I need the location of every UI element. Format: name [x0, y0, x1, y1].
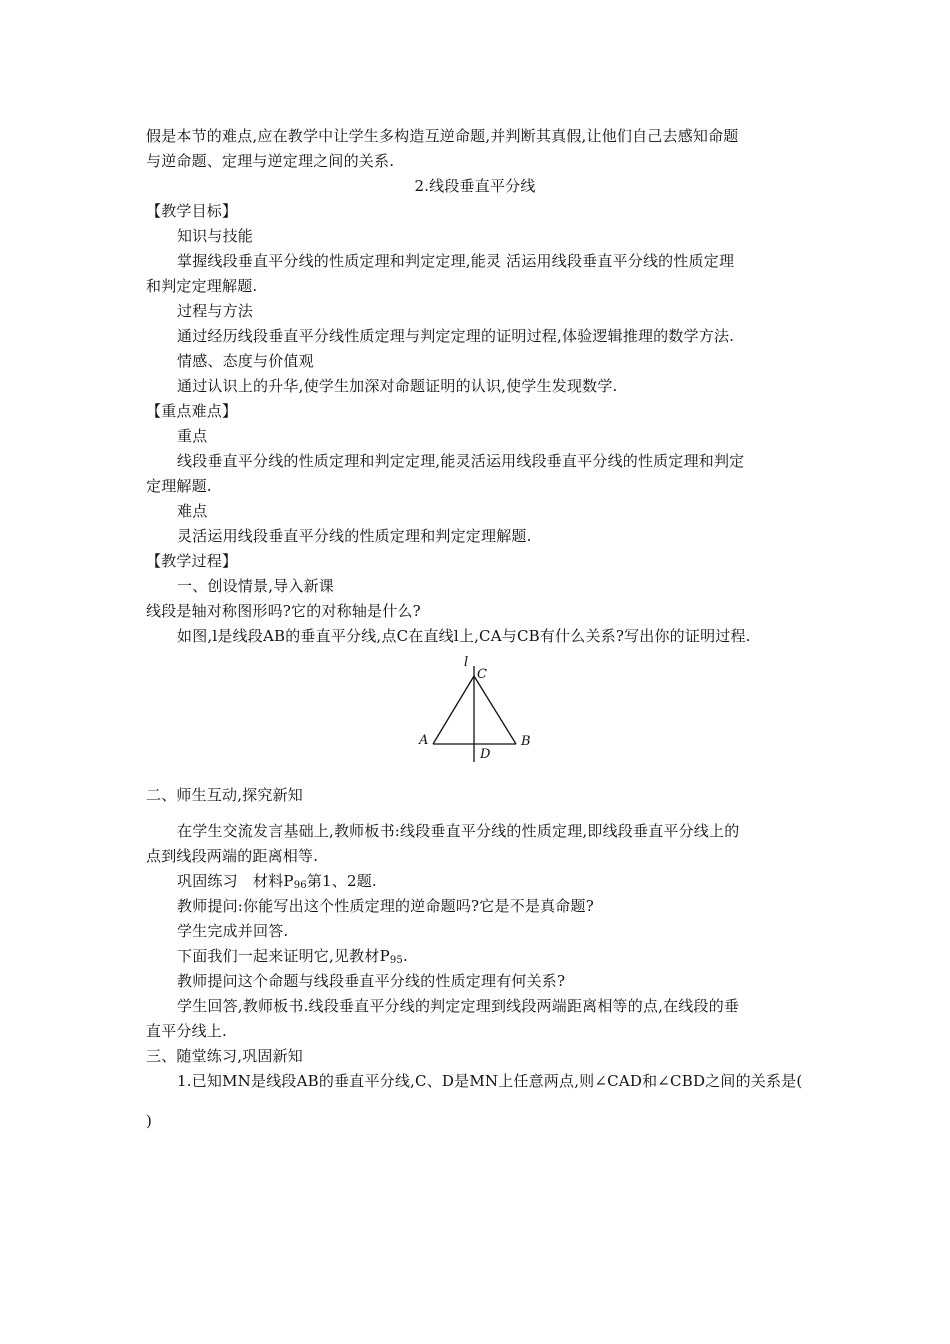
step-1-heading: 一、创设情景,导入新课	[177, 577, 334, 595]
process-text: 通过经历线段垂直平分线性质定理与判定定理的证明过程,体验逻辑推理的数学方法.	[177, 327, 735, 345]
label-l: l	[464, 655, 469, 670]
proof-line	[177, 946, 408, 971]
key-label: 重点	[177, 427, 208, 445]
process-heading: 【教学过程】	[146, 552, 238, 570]
intro-line-1: 假是本节的难点,应在教学中让学生多构造互逆命题,并判断其真假,让他们自己去感知命题	[146, 127, 739, 145]
proof-prefix: 下面我们一起来证明它,见教材P	[177, 947, 390, 965]
label-a: A	[419, 733, 429, 748]
goals-heading: 【教学目标】	[146, 202, 238, 220]
knowledge-text-1: 掌握线段垂直平分线的性质定理和判定定理,能灵 活运用线段垂直平分线的性质定理	[177, 252, 735, 270]
exercise-suffix: 第1、2题.	[306, 872, 377, 890]
teacher-question-2: 教师提问这个命题与线段垂直平分线的性质定理有何关系?	[177, 972, 566, 990]
exercise-1-line-2: )	[146, 1112, 153, 1130]
section-title: 2.线段垂直平分线	[414, 177, 536, 195]
part-3-heading: 三、随堂练习,巩固新知	[146, 1047, 303, 1065]
student-answer-2-line-2: 直平分线上.	[146, 1022, 227, 1040]
segment-ca	[433, 676, 474, 744]
exercise-page-sub: 96	[293, 880, 307, 891]
proof-page-sub: 95	[389, 955, 403, 966]
difficulty-text: 灵活运用线段垂直平分线的性质定理和判定定理解题.	[177, 527, 532, 545]
label-d: D	[480, 747, 491, 762]
question-2: 如图,l是线段AB的垂直平分线,点C在直线l上,CA与CB有什么关系?写出你的证明过程.	[177, 627, 751, 645]
knowledge-text-2: 和判定定理解题.	[146, 277, 258, 295]
emotion-label: 情感、态度与价值观	[177, 352, 314, 370]
knowledge-label: 知识与技能	[177, 227, 254, 245]
intro-line-2: 与逆命题、定理与逆定理之间的关系.	[146, 152, 395, 170]
label-b: B	[521, 734, 531, 749]
part-2-paragraph-1: 在学生交流发言基础上,教师板书:线段垂直平分线的性质定理,即线段垂直平分线上的	[177, 822, 740, 840]
teacher-question: 教师提问:你能写出这个性质定理的逆命题吗?它是不是真命题?	[177, 897, 594, 915]
key-text-1: 线段垂直平分线的性质定理和判定定理,能灵活运用线段垂直平分线的性质定理和判定	[177, 452, 745, 470]
student-answer-2-line-1: 学生回答,教师板书.线段垂直平分线的判定定理到线段两端距离相等的点,在线段的垂	[177, 997, 740, 1015]
difficulty-label: 难点	[177, 502, 208, 520]
proof-suffix: .	[403, 947, 408, 965]
key-text-2: 定理解题.	[146, 477, 212, 495]
exercise-prefix: 巩固练习 材料P	[177, 872, 294, 890]
exercise-1-line-1: 1.已知MN是线段AB的垂直平分线,C、D是MN上任意两点,则∠CAD和∠CBD之间的关系是(	[177, 1072, 803, 1090]
process-label: 过程与方法	[177, 302, 254, 320]
emotion-text: 通过认识上的升华,使学生加深对命题证明的认识,使学生发现数学.	[177, 377, 618, 395]
part-2-paragraph-2: 点到线段两端的距离相等.	[146, 847, 319, 865]
keypoints-heading: 【重点难点】	[146, 402, 238, 420]
perpendicular-bisector-figure	[410, 652, 540, 767]
segment-cb	[474, 676, 516, 744]
question-1: 线段是轴对称图形吗?它的对称轴是什么?	[146, 602, 421, 620]
student-answer: 学生完成并回答.	[177, 922, 289, 940]
part-2-heading: 二、师生互动,探究新知	[146, 786, 303, 804]
exercise-line	[177, 871, 377, 896]
label-c: C	[477, 667, 487, 682]
